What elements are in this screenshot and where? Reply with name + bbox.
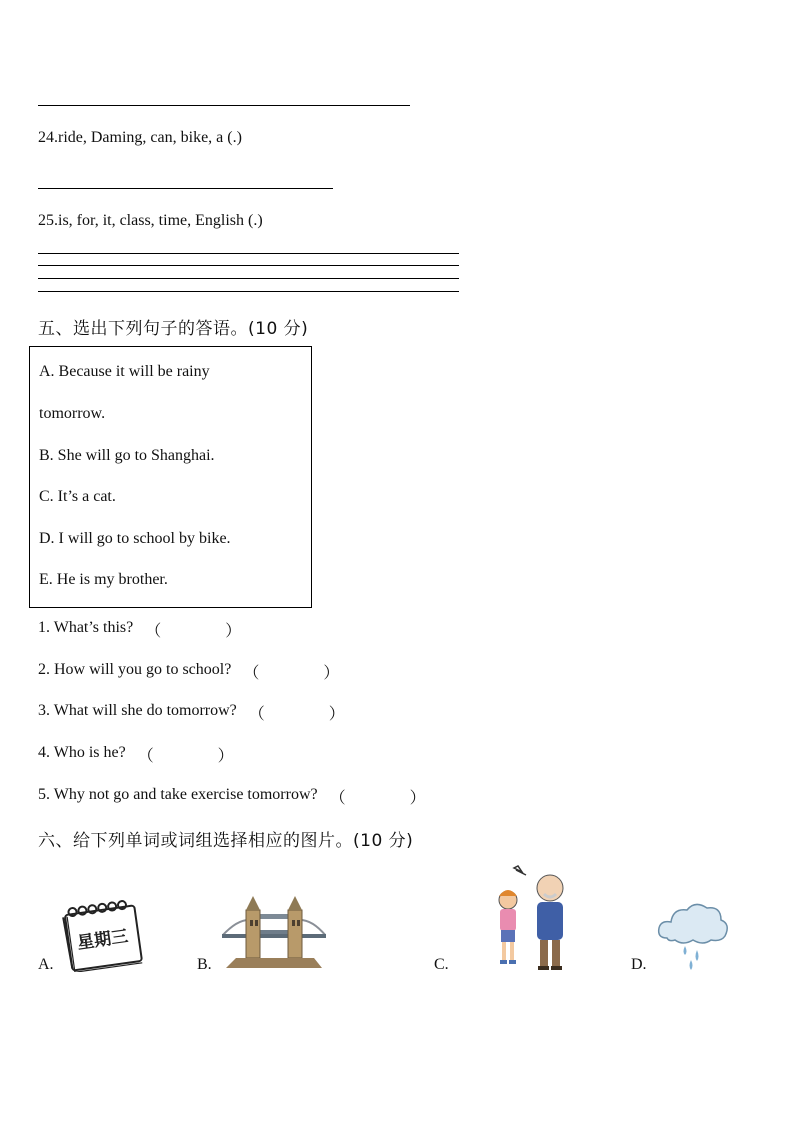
answer-blank-1[interactable] xyxy=(145,619,241,637)
question-2 xyxy=(38,661,339,679)
picture-label-c: C. xyxy=(434,956,449,973)
answer-line-24 xyxy=(38,188,333,189)
section-6-heading: 六、给下列单词或词组选择相应的图片。(10 分) xyxy=(38,831,414,851)
answer-blank-2[interactable] xyxy=(243,661,339,679)
option-b: B. She will go to Shanghai. xyxy=(39,447,215,464)
answer-options-box xyxy=(29,346,312,608)
answer-line-25b xyxy=(38,265,459,266)
option-c: C. It’s a cat. xyxy=(39,488,116,505)
boy-and-grandpa-icon xyxy=(494,862,574,972)
question-4 xyxy=(38,744,234,762)
tower-bridge-icon xyxy=(222,892,326,968)
answer-line-25c xyxy=(38,278,459,279)
option-e: E. He is my brother. xyxy=(39,571,168,588)
section-5-heading: 五、选出下列句子的答语。(10 分) xyxy=(38,319,309,339)
answer-line-25a xyxy=(38,253,459,254)
picture-label-d: D. xyxy=(631,956,647,973)
answer-blank-3[interactable] xyxy=(249,702,345,720)
calendar-icon xyxy=(62,898,144,972)
answer-line-23 xyxy=(38,105,410,106)
question-5 xyxy=(38,786,426,804)
question-1 xyxy=(38,619,241,637)
question-3-text: 3. What will she do tomorrow? xyxy=(38,702,237,719)
option-d: D. I will go to school by bike. xyxy=(39,530,231,547)
rain-cloud-icon xyxy=(655,898,731,972)
option-a-continued: tomorrow. xyxy=(39,405,106,422)
picture-label-b: B. xyxy=(197,956,212,973)
question-3 xyxy=(38,702,345,720)
option-a: A. Because it will be rainy xyxy=(39,363,210,380)
question-24: 24.ride, Daming, can, bike, a (.) xyxy=(38,129,242,146)
answer-blank-5[interactable] xyxy=(330,786,426,804)
question-25: 25.is, for, it, class, time, English (.) xyxy=(38,212,263,229)
answer-line-25d xyxy=(38,291,459,292)
question-4-text: 4. Who is he? xyxy=(38,744,126,761)
picture-label-a: A. xyxy=(38,956,54,973)
calendar-text: 星期三 xyxy=(76,926,130,954)
question-1-text: 1. What’s this? xyxy=(38,619,134,636)
answer-blank-4[interactable] xyxy=(138,744,234,762)
question-5-text: 5. Why not go and take exercise tomorrow? xyxy=(38,786,318,803)
question-2-text: 2. How will you go to school? xyxy=(38,661,232,678)
